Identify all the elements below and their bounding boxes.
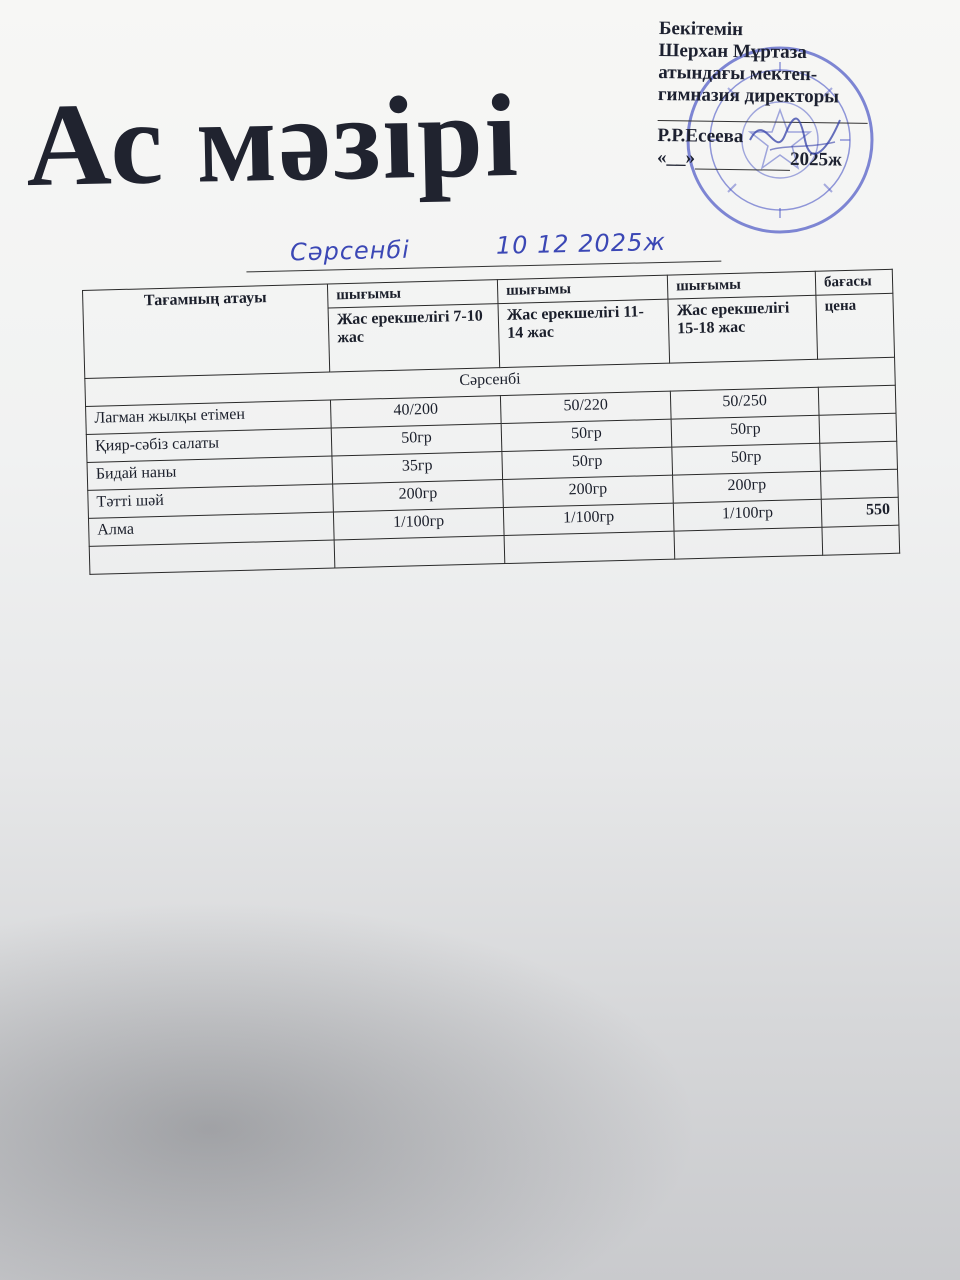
header-age-3: Жас ерекшелігі 15-18 жас [668,295,818,363]
page-title: Ас мәзірі [24,69,521,212]
header-output-1: шығымы [327,280,498,308]
output-15-18: 1/100гр [673,499,822,531]
header-price: бағасы [815,269,893,295]
date-underline [695,168,790,170]
output-15-18: 200гр [673,471,822,503]
dish-name: Бидай наны [87,456,333,490]
output-11-14: 50гр [502,447,673,479]
menu-table [82,269,900,575]
approval-line-1: Бекітемін [658,17,744,41]
output-15-18: 50гр [671,415,820,447]
photo-shadow [0,900,700,1280]
output-15-18: 50гр [672,443,821,475]
price [820,441,898,471]
handwritten-date: 10 12 2025ж [495,227,667,260]
output-11-14: 200гр [503,475,674,507]
output-11-14: 1/100гр [503,503,674,535]
price [818,385,896,415]
signature-line [658,106,868,124]
output-7-10: 40/200 [330,396,501,428]
dish-name: Тәтті шәй [88,484,334,518]
director-name: Р.Р.Есеева [657,124,744,148]
dish-name: Алма [88,512,334,546]
menu-table-container [82,269,899,575]
approval-line-4: гимназия директоры [657,83,840,108]
output-11-14: 50/220 [500,391,671,423]
dish-name: Қияр-сәбіз салаты [86,428,332,462]
header-output-2: шығымы [497,275,668,303]
output-11-14: 50гр [501,419,672,451]
approval-date [657,147,947,173]
header-price-sub: цена [816,293,895,359]
output-7-10: 50гр [331,424,502,456]
header-dish-name: Тағамның атауы [83,284,330,378]
output-7-10: 200гр [333,480,504,512]
handwritten-day: Сәрсенбі [289,235,411,267]
output-7-10: 35гр [332,452,503,484]
day-label: Сәрсенбі [85,357,895,406]
empty-cell [674,527,823,559]
date-prefix: «__» [656,146,696,169]
price [819,413,897,443]
price: 550 [821,497,899,527]
empty-cell [504,531,675,563]
header-age-1: Жас ерекшелігі 7-10 жас [328,304,500,372]
output-7-10: 1/100гр [333,508,504,540]
output-15-18: 50/250 [670,387,819,419]
header-age-2: Жас ерекшелігі 11-14 жас [498,299,670,367]
empty-cell [822,525,900,555]
date-suffix: 2025ж [789,148,843,171]
header-output-3: шығымы [667,271,816,299]
price [820,469,898,499]
empty-cell [89,540,335,574]
handwritten-date-line [246,227,722,273]
dish-name: Лагман жылқы етімен [86,400,332,434]
empty-cell [334,536,505,568]
approval-line-3: атындағы мектеп- [658,61,818,86]
approval-block [657,18,949,173]
approval-line-2: Шерхан Мұртаза [658,39,808,64]
